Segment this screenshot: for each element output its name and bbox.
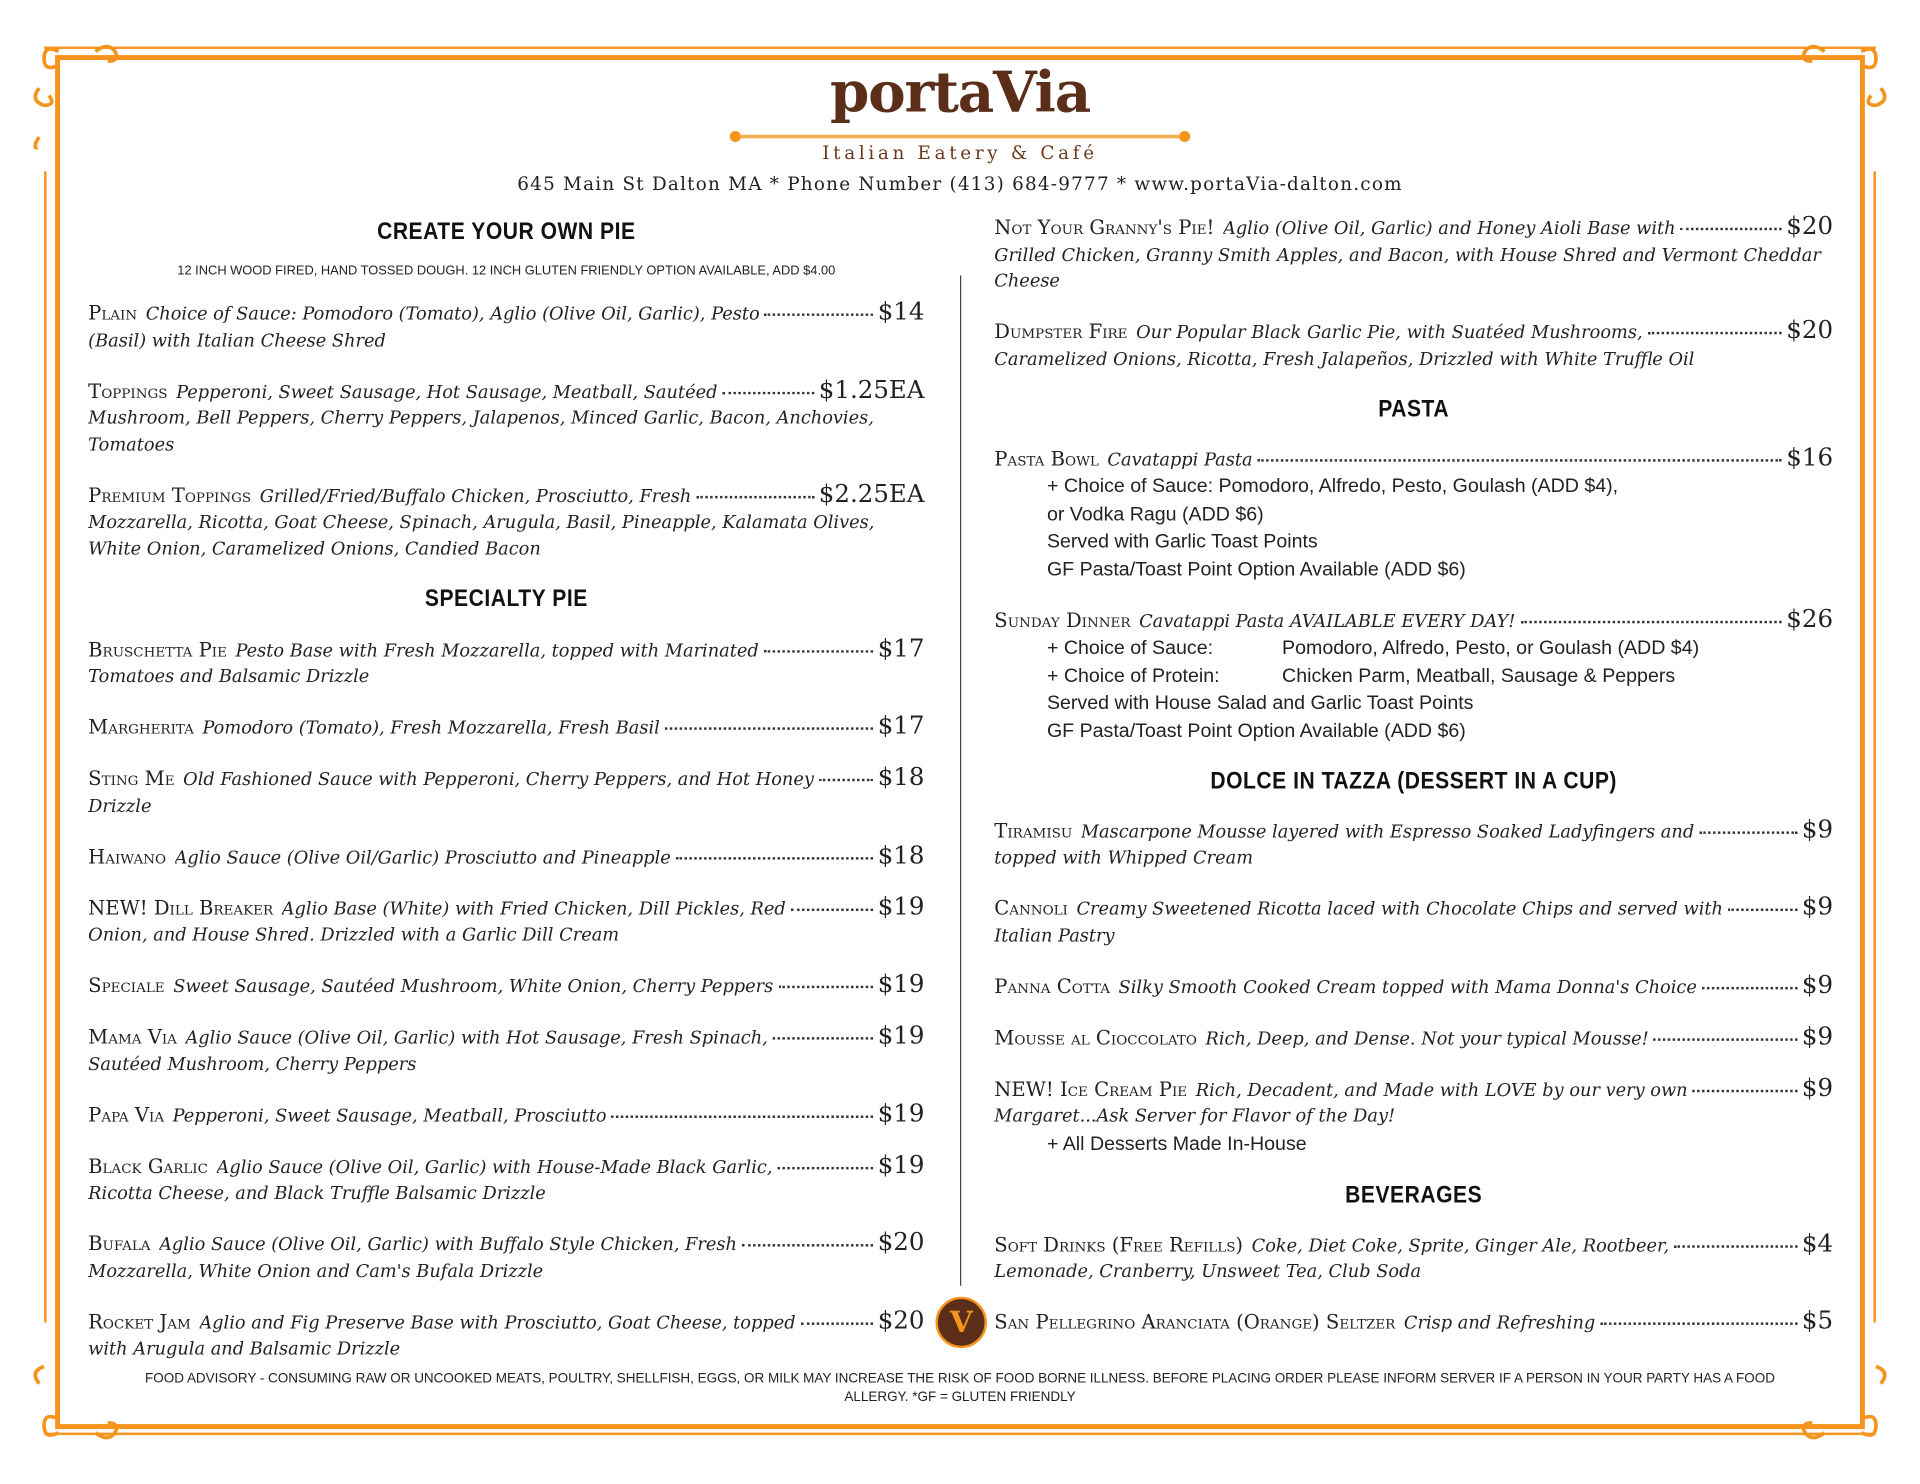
item-name: Plain <box>88 301 138 325</box>
item-description: Sweet Sausage, Sautéed Mushroom, White Onion, Cherry Peppers <box>173 977 774 997</box>
item-description-continued: Grilled Chicken, Granny Smith Apples, and Bacon, with House Shred and Vermont Cheddar Cheese <box>994 245 1821 292</box>
item-description: Aglio Base (White) with Fried Chicken, Dill Pickles, Red <box>281 899 786 919</box>
menu-item <box>88 1022 924 1078</box>
item-description: Choice of Sauce: Pomodoro (Tomato), Aglio (Olive Oil, Garlic), Pesto <box>145 304 760 325</box>
item-name: Dumpster Fire <box>994 319 1128 343</box>
item-price: $14 <box>877 296 925 326</box>
item-price: $20 <box>1786 210 1834 241</box>
dot-leader <box>777 1166 872 1168</box>
item-description-continued: Margaret...Ask Server for Flavor of the Day! <box>994 1106 1396 1127</box>
specialty-list-continued <box>994 210 1834 373</box>
dot-leader <box>773 1037 873 1039</box>
item-description: Aglio Sauce (Olive Oil, Garlic) with Buffalo Style Chicken, Fresh <box>159 1235 737 1256</box>
dot-leader <box>1680 228 1781 230</box>
dot-leader <box>801 1322 873 1324</box>
dot-leader <box>676 857 873 859</box>
item-detail-line: or Vodka Ragu (ADD $6) <box>1046 503 1264 525</box>
menu-item <box>994 441 1834 584</box>
menu-item <box>994 1305 1834 1338</box>
menu-item-line <box>994 1020 1834 1053</box>
menu-item <box>88 1097 925 1130</box>
item-description: Aglio Sauce (Olive Oil, Garlic) with Hot Sausage, Fresh Spinach, <box>185 1028 768 1049</box>
logo-divider <box>735 135 1186 139</box>
item-name: Black Garlic <box>88 1154 208 1178</box>
menu-item <box>994 210 1834 296</box>
border-line-left <box>44 171 46 1322</box>
menu-item <box>994 813 1834 872</box>
menu-item-line <box>994 969 1834 1002</box>
border-line-right <box>1873 171 1875 1322</box>
item-name: Soft Drinks (Free Refills) <box>994 1232 1244 1256</box>
border-line-bottom <box>44 1433 1876 1435</box>
item-name: Toppings <box>88 378 168 403</box>
item-description-continued: Mozzarella, White Onion and Cam's Bufala Drizzle <box>88 1261 544 1282</box>
dot-leader <box>765 313 873 315</box>
item-description: Pepperoni, Sweet Sausage, Hot Sausage, Meatball, Sautéed <box>176 382 718 403</box>
dot-leader <box>1654 1038 1797 1040</box>
menu-item-line <box>994 603 1834 636</box>
dot-leader <box>665 727 873 729</box>
item-description: Cavatappi Pasta <box>1107 450 1253 470</box>
dot-leader <box>1692 1089 1797 1091</box>
item-name: Bruschetta Pie <box>88 637 227 661</box>
item-price: $20 <box>877 1304 925 1335</box>
item-price: $19 <box>877 1020 925 1050</box>
item-description: Old Fashioned Sauce with Pepperoni, Cherry Peppers, and Hot Honey <box>183 770 814 790</box>
border-line-top <box>44 47 1876 49</box>
item-detail-line: + Choice of Sauce: Pomodoro, Alfredo, Pesto, Goulash (ADD $4), <box>1046 476 1619 498</box>
item-description: Cavatappi Pasta AVAILABLE EVERY DAY! <box>1139 611 1516 632</box>
menu-item-line <box>994 891 1834 924</box>
section-title-pasta: PASTA <box>1378 394 1450 422</box>
menu-item <box>994 891 1834 950</box>
choice-label: + Choice of Sauce: <box>1046 637 1214 659</box>
menu-item <box>994 1074 1833 1130</box>
menu-item <box>994 1020 1834 1053</box>
item-price: $26 <box>1786 603 1834 633</box>
item-name: NEW! Ice Cream Pie <box>994 1076 1188 1101</box>
menu-item-line <box>994 1227 1834 1260</box>
left-column <box>88 218 924 1385</box>
item-description-continued: Italian Pastry <box>994 926 1115 946</box>
menu-item <box>994 314 1834 373</box>
item-name: Mousse al Cioccolato <box>994 1025 1197 1049</box>
item-price: $9 <box>1801 1072 1834 1102</box>
item-price: $17 <box>877 632 925 662</box>
menu-item <box>88 839 925 872</box>
item-name: Sunday Dinner <box>994 607 1131 632</box>
item-price: $18 <box>877 839 925 869</box>
item-name: Pasta Bowl <box>994 446 1099 470</box>
item-price: $9 <box>1801 969 1834 999</box>
menu-item <box>88 296 925 355</box>
menu-item-line <box>88 839 925 872</box>
dot-leader <box>1674 1245 1797 1247</box>
item-description: Mascarpone Mousse layered with Espresso Soaked Ladyfingers and <box>1080 822 1695 842</box>
item-price: $19 <box>877 890 925 921</box>
menu-item-line <box>88 374 925 407</box>
menu-item-line <box>88 478 925 511</box>
dessert-note: + All Desserts Made In-House <box>1046 1133 1307 1155</box>
item-description: Grilled/Fried/Buffalo Chicken, Prosciutto, Fresh <box>259 486 692 507</box>
item-description-continued: Mushroom, Bell Peppers, Cherry Peppers, Jalapenos, Minced Garlic, Bacon, Anchovies, Tomatoes <box>88 408 874 455</box>
menu-item <box>88 890 925 949</box>
item-price: $20 <box>877 1226 925 1257</box>
dot-leader <box>1600 1322 1797 1324</box>
item-price: $16 <box>1786 441 1834 471</box>
item-name: Premium Toppings <box>88 483 252 507</box>
dot-leader <box>1648 332 1782 334</box>
item-name: Rocket Jam <box>88 1309 191 1333</box>
item-detail-line: GF Pasta/Toast Point Option Available (ADD $6) <box>1046 720 1466 742</box>
item-description: Creamy Sweetened Ricotta laced with Chocolate Chips and served with <box>1076 900 1723 920</box>
menu-item <box>88 478 925 564</box>
choice-line <box>994 663 1833 691</box>
menu-item-line <box>994 314 1834 347</box>
item-description: Crisp and Refreshing <box>1403 1313 1596 1334</box>
choice-label: + Choice of Protein: <box>1046 665 1220 687</box>
item-description-continued: Sautéed Mushroom, Cherry Peppers <box>88 1054 417 1075</box>
dough-note: 12 INCH WOOD FIRED, HAND TOSSED DOUGH. 12 INCH GLUTEN FRIENDLY OPTION AVAILABLE, ADD $4.00 <box>177 263 836 278</box>
item-name: Tiramisu <box>994 818 1073 842</box>
item-price: $20 <box>1786 314 1834 345</box>
menu-item-line <box>994 1305 1834 1338</box>
item-name: Sting Me <box>88 766 175 790</box>
menu-item <box>994 969 1834 1002</box>
column-divider <box>960 276 961 1286</box>
item-description-continued: Onion, and House Shred. Drizzled with a Garlic Dill Cream <box>88 925 620 946</box>
item-price: $1.25EA <box>818 374 925 404</box>
section-title-specialty: SPECIALTY PIE <box>424 584 588 612</box>
item-price: $2.25EA <box>818 478 925 508</box>
dot-leader <box>1699 831 1797 833</box>
item-description-continued: Mozzarella, Ricotta, Goat Cheese, Spinach, Arugula, Basil, Pineapple, Kalamata Olives, White Onion, Caramelized Onions, Candied Bacon <box>88 513 875 559</box>
item-description: Rich, Deep, and Dense. Not your typical Mousse! <box>1205 1029 1649 1049</box>
dot-leader <box>696 495 814 497</box>
menu-item <box>994 1227 1834 1286</box>
item-name: Speciale <box>88 973 165 997</box>
dot-leader <box>1728 909 1797 911</box>
item-description: Rich, Decadent, and Made with LOVE by our very own <box>1195 1080 1688 1101</box>
menu-item <box>88 374 925 460</box>
dot-leader <box>791 908 873 910</box>
menu-item <box>88 710 925 743</box>
item-description: Aglio Sauce (Olive Oil/Garlic) Prosciutto and Pineapple <box>174 847 671 868</box>
item-name: Margherita <box>88 715 194 739</box>
specialty-list <box>88 632 925 1364</box>
item-description: Pesto Base with Fresh Mozzarella, topped with Marinated <box>235 641 759 661</box>
brand-logo: portaVia <box>830 58 1090 125</box>
dot-leader <box>764 650 873 652</box>
item-description: Coke, Diet Coke, Sprite, Ginger Ale, Rootbeer, <box>1251 1236 1670 1256</box>
dot-leader <box>1257 459 1781 461</box>
item-description-continued: Drizzle <box>88 796 152 817</box>
dot-leader <box>1520 620 1781 622</box>
item-description-continued: Caramelized Onions, Ricotta, Fresh Jalapeños, Drizzled with White Truffle Oil <box>994 349 1695 370</box>
menu-item-line <box>88 632 925 665</box>
item-price: $5 <box>1801 1305 1834 1335</box>
item-detail-line: Served with House Salad and Garlic Toast Points <box>1046 693 1474 714</box>
dot-leader <box>742 1244 873 1246</box>
menu-item <box>994 603 1834 746</box>
menu-item-line <box>88 968 925 1001</box>
item-price: $9 <box>1801 813 1834 844</box>
item-description-continued: Tomatoes and Balsamic Drizzle <box>88 667 370 687</box>
item-detail-line: Served with Garlic Toast Points <box>1046 531 1318 553</box>
item-description: Aglio Sauce (Olive Oil, Garlic) with House-Made Black Garlic, <box>216 1157 773 1178</box>
item-price: $19 <box>877 1097 925 1128</box>
item-description-continued: with Arugula and Balsamic Drizzle <box>88 1339 401 1360</box>
item-name: Cannoli <box>994 896 1068 920</box>
item-description-continued: Ricotta Cheese, and Black Truffle Balsamic Drizzle <box>88 1184 546 1204</box>
section-title-dolce: DOLCE IN TAZZA (DESSERT IN A CUP) <box>1210 767 1617 795</box>
item-description-continued: topped with Whipped Cream <box>994 848 1254 869</box>
item-description: Aglio (Olive Oil, Garlic) and Honey Aioli Base with <box>1222 219 1676 239</box>
menu-item <box>88 968 925 1001</box>
menu-item-line <box>994 1074 1833 1104</box>
menu-item <box>88 1226 925 1285</box>
menu-item-line <box>88 761 925 794</box>
item-name: Papa Via <box>88 1102 165 1126</box>
create-your-own-list <box>88 296 925 563</box>
menu-item-line <box>88 710 925 743</box>
item-description-continued: (Basil) with Italian Cheese Shred <box>88 331 386 351</box>
menu-item-line <box>994 441 1834 474</box>
dot-leader <box>722 391 814 393</box>
section-title-beverages: BEVERAGES <box>1345 1181 1483 1208</box>
choice-line <box>994 636 1833 664</box>
item-price: $4 <box>1801 1227 1834 1257</box>
item-description: Pepperoni, Sweet Sausage, Meatball, Prosciutto <box>172 1106 607 1126</box>
item-price: $17 <box>877 710 925 740</box>
item-price: $19 <box>877 968 925 998</box>
tagline: Italian Eatery & Café <box>822 142 1098 165</box>
dessert-list <box>994 813 1834 1131</box>
dot-leader <box>819 779 873 781</box>
item-name: NEW! Dill Breaker <box>88 895 274 919</box>
menu-item-line <box>88 1022 924 1052</box>
item-description: Pomodoro (Tomato), Fresh Mozzarella, Fresh Basil <box>202 718 660 739</box>
item-description: Our Popular Black Garlic Pie, with Suatéed Mushrooms, <box>1136 323 1643 343</box>
beverage-list <box>994 1227 1834 1338</box>
food-advisory: FOOD ADVISORY - CONSUMING RAW OR UNCOOKED MEATS, POULTRY, SHELLFISH, EGGS, OR MILK MAY INCREASE THE RISK OF FOOD BORNE ILLNESS. BEFORE PLACING ORDER PLEASE INFORM SERVER IF A PERSON IN YOUR PARTY HAS A FOOD ALLERGY. *GF = GLUTEN FRIENDLY <box>145 1371 1775 1405</box>
dot-leader <box>1702 986 1797 988</box>
item-name: Panna Cotta <box>994 974 1110 998</box>
menu-item-line <box>88 296 925 329</box>
item-name: Not Your Granny's Pie! <box>994 215 1215 239</box>
choice-value: Chicken Parm, Meatball, Sausage & Peppers <box>1282 665 1676 687</box>
menu-item-line <box>994 813 1834 846</box>
item-description: Silky Smooth Cooked Cream topped with Mama Donna's Choice <box>1118 977 1697 998</box>
right-column <box>994 210 1834 1359</box>
menu-item-line <box>88 1304 925 1337</box>
menu-item <box>88 1304 925 1363</box>
dot-leader <box>778 986 873 988</box>
item-name: Mama Via <box>88 1024 177 1049</box>
item-name: Bufala <box>88 1231 151 1256</box>
menu-item-line <box>994 210 1834 243</box>
item-name: Haiwano <box>88 844 167 868</box>
brand-badge: V <box>936 1297 987 1348</box>
pasta-list <box>994 441 1834 746</box>
item-price: $9 <box>1801 891 1834 921</box>
menu-item <box>88 632 925 691</box>
item-description-continued: Lemonade, Cranberry, Unsweet Tea, Club Soda <box>994 1262 1422 1283</box>
section-title-create-your-own: CREATE YOUR OWN PIE <box>377 217 636 245</box>
menu-item-line <box>88 1097 925 1130</box>
item-description: Aglio and Fig Preserve Base with Prosciutto, Goat Cheese, topped <box>199 1313 796 1333</box>
menu-item-line <box>88 1149 925 1182</box>
menu-item <box>88 1149 925 1208</box>
item-name: San Pellegrino Aranciata (Orange) Seltzer <box>994 1310 1396 1334</box>
item-price: $18 <box>877 761 925 792</box>
menu-item-line <box>88 890 925 923</box>
item-price: $9 <box>1801 1020 1834 1051</box>
choice-value: Pomodoro, Alfredo, Pesto, or Goulash (ADD $4) <box>1282 637 1700 659</box>
menu-item-line <box>88 1226 925 1259</box>
item-price: $19 <box>877 1149 925 1179</box>
item-detail-line: GF Pasta/Toast Point Option Available (ADD $6) <box>1046 558 1466 580</box>
dot-leader <box>611 1115 872 1117</box>
menu-item <box>88 761 925 820</box>
address-line: 645 Main St Dalton MA * Phone Number (413) 684-9777 * www.portaVia-dalton.com <box>517 172 1403 195</box>
